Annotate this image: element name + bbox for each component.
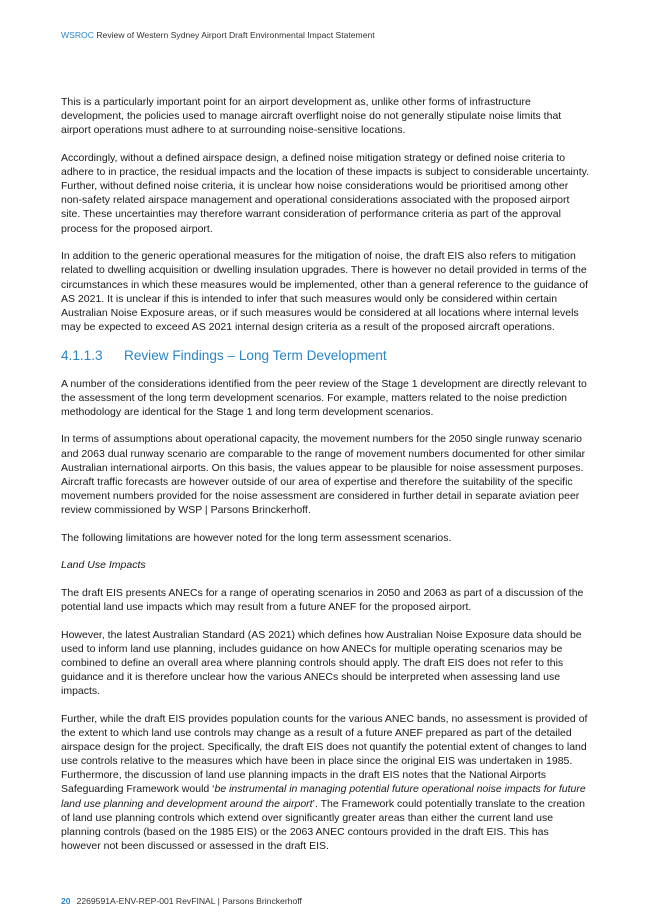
header-title: Review of Western Sydney Airport Draft Environmental Impact Statement xyxy=(96,30,375,40)
paragraph: This is a particularly important point for an airport development as, unlike other forms of infrastructure development, the policies used to manage aircraft overflight noise do not generally stipulate noise limits that airport operations must adhere to at surrounding noise-sensitive locations. xyxy=(61,96,562,137)
paragraph-text: Further, while the draft EIS provides population counts for the various ANEC bands, no assessment is provided of the extent to which land use controls may change as a result of a future ANEF prepared as part of the detailed airspace design for the project. Specifically, the draft EIS does not quantify the potential extent of changes to land use controls relative to the measures which have been in place since the original EIS was undertaken in 1985. Furthermore, the discussion of land use planning impacts in the draft EIS notes that the National Airports Safeguarding Framework would ‘ xyxy=(61,712,588,796)
section-number: 4.1.1.3 xyxy=(61,347,103,363)
paragraph: In terms of assumptions about operational capacity, the movement numbers for the 2050 single runway scenario and 2063 dual runway scenario are comparable to the range of movement numbers documented for other similar Australian international airports. On this basis, the values appear to be plausible for noise assessment purposes. Aircraft traffic forecasts are however outside of our area of expertise and therefore the suitability of the specific movement numbers provided for the noise assessment are considered in further detail in separate aviation peer review commissioned by WSP | Parsons Brinckerhoff. xyxy=(61,433,586,517)
paragraph xyxy=(61,712,591,854)
header-org: WSROC xyxy=(61,30,94,40)
paragraph: In addition to the generic operational measures for the mitigation of noise, the draft EIS also refers to mitigation related to dwelling acquisition or dwelling insulation upgrades. There is however no detail provided in terms of the circumstances in which these measures would be implemented, other than a general reference to the guidance of AS 2021. It is unclear if this is intended to infer that such measures would only be considered within certain Australian Noise Exposure areas, or if such measures would be considered at all locations where internal levels may be expected to exceed AS 2021 internal design criteria as a result of the proposed aircraft operations. xyxy=(61,250,589,333)
section-heading xyxy=(61,348,591,364)
subheading-land-use: Land Use Impacts xyxy=(61,559,146,572)
paragraph-text: ’. The Framework could potentially translate to the creation of land use planning controls which extend over significantly greater areas than either the current land use planning controls (based on the 1985 EIS) or the 2063 ANEC contours provided in the draft EIS. This has however not been discussed or assessed in the draft EIS. xyxy=(61,797,585,853)
page-header xyxy=(61,30,375,40)
paragraph: The following limitations are however noted for the long term assessment scenarios. xyxy=(61,531,452,544)
document-body xyxy=(61,95,591,867)
paragraph: A number of the considerations identified from the peer review of the Stage 1 development are directly relevant to the assessment of the long term development scenarios. For example, matters related to the noise prediction methodology are identical for the Stage 1 and long term development scenarios. xyxy=(61,377,587,418)
page-footer xyxy=(61,896,302,906)
document-reference: 2269591A-ENV-REP-001 RevFINAL | Parsons Brinckerhoff xyxy=(76,896,302,906)
paragraph: Accordingly, without a defined airspace design, a defined noise mitigation strategy or defined noise criteria to adhere to in practice, the residual impacts and the location of these impacts is subject to considerable uncertainty. Further, without defined noise criteria, it is unclear how noise considerations would be prioritised among other non-safety related airspace management and operational considerations associated with the proposed airport site. These uncertainties may therefore warrant consideration of performance criteria as part of the approval process for the proposed airport. xyxy=(61,151,590,235)
section-title: Review Findings – Long Term Development xyxy=(124,347,387,363)
paragraph: However, the latest Australian Standard (AS 2021) which defines how Australian Noise Exposure data should be used to inform land use planning, includes guidance on how ANECs for multiple operating scenarios may be combined to define an overall area where planning controls should apply. The draft EIS does not refer to this guidance and it is therefore unclear how the various ANECs should be interpreted when assessing land use impacts. xyxy=(61,628,582,698)
quoted-text: be instrumental in managing potential future operational noise impacts for future land use planning and development around the airport xyxy=(61,783,586,810)
paragraph: The draft EIS presents ANECs for a range of operating scenarios in 2050 and 2063 as part of a discussion of the potential land use impacts which may result from a future ANEF for the proposed airport. xyxy=(61,586,584,613)
page-number: 20 xyxy=(61,896,71,906)
